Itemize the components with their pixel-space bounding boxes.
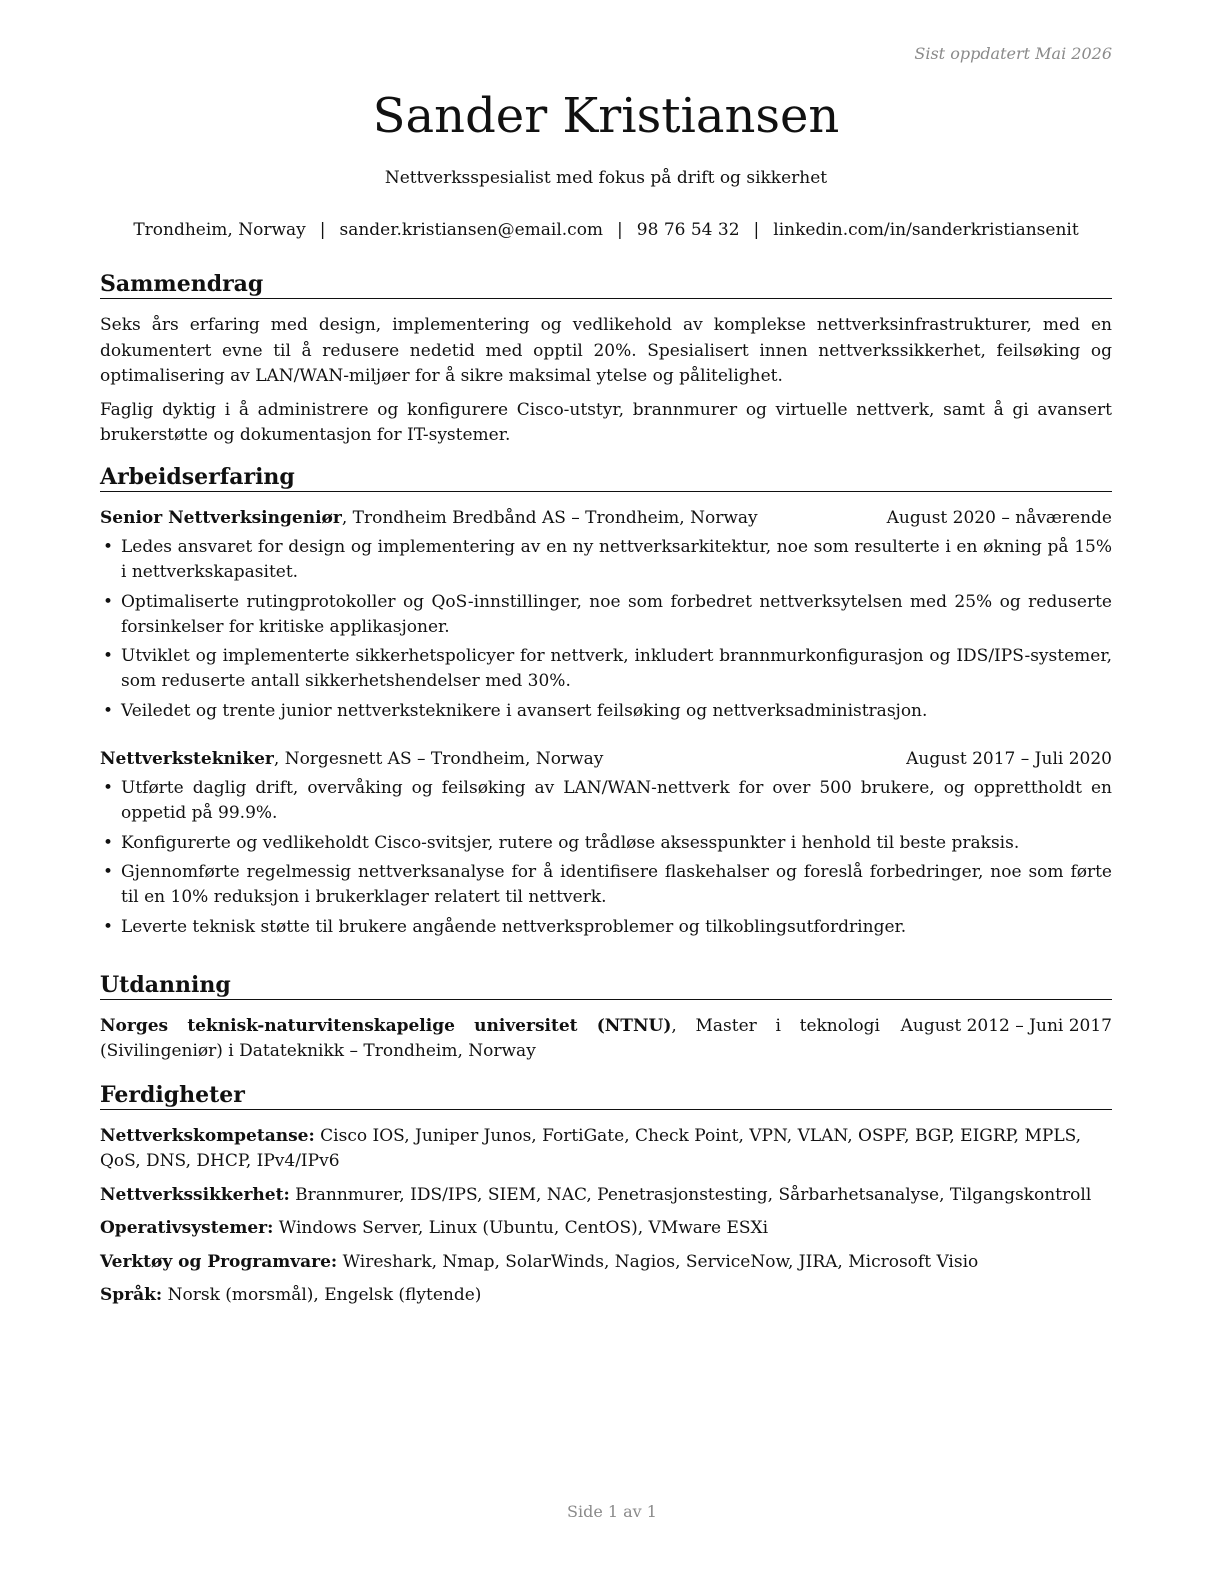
- last-updated: Sist oppdatert Mai 2026: [914, 44, 1112, 63]
- education-school: Norges teknisk-naturvitenskapelige universitet (NTNU): [100, 1016, 672, 1036]
- experience-section: [100, 463, 1112, 944]
- skill-value: Brannmurer, IDS/IPS, SIEM, NAC, Penetrasjonstesting, Sårbarhetsanalyse, Tilgangskontroll: [289, 1184, 1092, 1205]
- contact-separator: |: [753, 220, 760, 240]
- job-company: , Trondheim Bredbånd AS – Trondheim, Norway: [341, 508, 758, 528]
- education-entry: [100, 1014, 1112, 1064]
- job-bullets: [100, 776, 1112, 940]
- page-number: Side 1 av 1: [567, 1502, 657, 1521]
- skill-label: Verktøy og Programvare:: [100, 1251, 338, 1272]
- skill-label: Nettverkssikkerhet:: [100, 1184, 290, 1205]
- skill-label: Nettverkskompetanse:: [100, 1126, 315, 1146]
- job-bullets: [100, 535, 1112, 724]
- contact-separator: |: [319, 220, 326, 240]
- summary-paragraph: Seks års erfaring med design, implementering og vedlikehold av komplekse nettverksinfrastrukturer, med en dokumentert evne til å redusere nedetid med opptil 20%. Spesialisert innen nettverkssikkerhet, feilsøking og optimalisering av LAN/WAN-miljøer for å sikre maksimal ytelse og pålitelighet.: [100, 315, 1112, 386]
- tagline: Nettverksspesialist med fokus på drift og sikkerhet: [384, 168, 828, 188]
- job-header: [100, 506, 1112, 531]
- list-item: • Gjennomførte regelmessig nettverksanalyse for å identifisere flaskehalser og foreslå forbedringer, noe som førte til en 10% reduksjon i brukerklager relatert til nettverk.: [100, 860, 1112, 910]
- candidate-name: Sander Kristiansen: [372, 88, 840, 144]
- skill-label: Språk:: [100, 1285, 163, 1305]
- skill-row: [100, 1124, 1112, 1174]
- list-item: • Leverte teknisk støtte til brukere angående nettverksproblemer og tilkoblingsutfordringer.: [100, 915, 1112, 940]
- job-title: Nettverkstekniker: [100, 749, 274, 769]
- skill-value: Windows Server, Linux (Ubuntu, CentOS), VMware ESXi: [273, 1218, 769, 1238]
- contact-line: [80, 220, 1132, 240]
- job-spacer: [100, 728, 1112, 747]
- skill-row: [100, 1250, 1112, 1275]
- contact-email[interactable]: sander.kristiansen@email.com: [339, 220, 604, 240]
- list-item: • Utførte daglig drift, overvåking og feilsøking av LAN/WAN-nettverk for over 500 brukere, og opprettholdt en oppetid på 99.9%.: [100, 776, 1112, 826]
- contact-separator: |: [617, 220, 623, 240]
- skill-row: [100, 1283, 1112, 1308]
- list-item: • Konfigurerte og vedlikeholdt Cisco-svitsjer, rutere og trådløse aksesspunkter i henhold til beste praksis.: [100, 831, 1112, 856]
- job-dates: August 2020 – nåværende: [886, 508, 1112, 528]
- job-header: [100, 747, 1112, 772]
- summary-paragraph: Faglig dyktig i å administrere og konfigurere Cisco-utstyr, brannmurer og virtuelle nettverk, samt å gi avansert brukerstøtte og dokumentasjon for IT-systemer.: [100, 399, 1112, 445]
- list-item: • Utviklet og implementerte sikkerhetspolicyer for nettverk, inkludert brannmurkonfigurasjon og IDS/IPS-systemer, som reduserte antall sikkerhetshendelser med 30%.: [100, 644, 1112, 694]
- section-title-experience: Arbeidserfaring: [100, 463, 1112, 492]
- skills-section: [100, 1081, 1112, 1317]
- job-company: , Norgesnett AS – Trondheim, Norway: [273, 749, 604, 769]
- section-title-education: Utdanning: [100, 971, 1112, 1000]
- skill-value: Norsk (morsmål), Engelsk (flytende): [162, 1285, 482, 1305]
- education-dates: August 2012 – Juni 2017: [900, 1016, 1112, 1036]
- skill-row: [100, 1216, 1112, 1241]
- job-entry: [100, 747, 1112, 940]
- job-entry: [100, 506, 1112, 724]
- skill-value: Cisco IOS, Juniper Junos, FortiGate, Check Point, VPN, VLAN, OSPF, BGP, EIGRP, MPLS, QoS, DNS, DHCP, IPv4/IPv6: [100, 1126, 1082, 1171]
- education-details: , Master i teknologi (Sivilingeniør) i Datateknikk – Trondheim, Norway: [100, 1016, 880, 1061]
- skill-label: Operativsystemer:: [100, 1218, 274, 1238]
- skill-row: [100, 1183, 1112, 1208]
- contact-linkedin[interactable]: linkedin.com/in/sanderkristiansenit: [773, 220, 1079, 240]
- list-item: • Optimaliserte rutingprotokoller og QoS-innstillinger, noe som forbedret nettverksytelsen med 25% og reduserte forsinkelser for kritiske applikasjoner.: [100, 590, 1112, 640]
- section-title-skills: Ferdigheter: [100, 1081, 1112, 1110]
- job-title: Senior Nettverksingeniør: [100, 508, 342, 528]
- list-item: • Ledes ansvaret for design og implementering av en ny nettverksarkitektur, noe som resulterte i en økning på 15% i nettverkskapasitet.: [100, 535, 1112, 585]
- section-title-summary: Sammendrag: [100, 270, 1112, 299]
- job-dates: August 2017 – Juli 2020: [906, 749, 1112, 769]
- contact-location: Trondheim, Norway: [133, 220, 306, 240]
- skill-value: Wireshark, Nmap, SolarWinds, Nagios, ServiceNow, JIRA, Microsoft Visio: [337, 1251, 979, 1272]
- summary-section: [100, 270, 1112, 457]
- contact-phone: 98 76 54 32: [636, 220, 740, 240]
- education-section: [100, 971, 1112, 1064]
- list-item: • Veiledet og trente junior nettverksteknikere i avansert feilsøking og nettverksadministrasjon.: [100, 699, 1112, 724]
